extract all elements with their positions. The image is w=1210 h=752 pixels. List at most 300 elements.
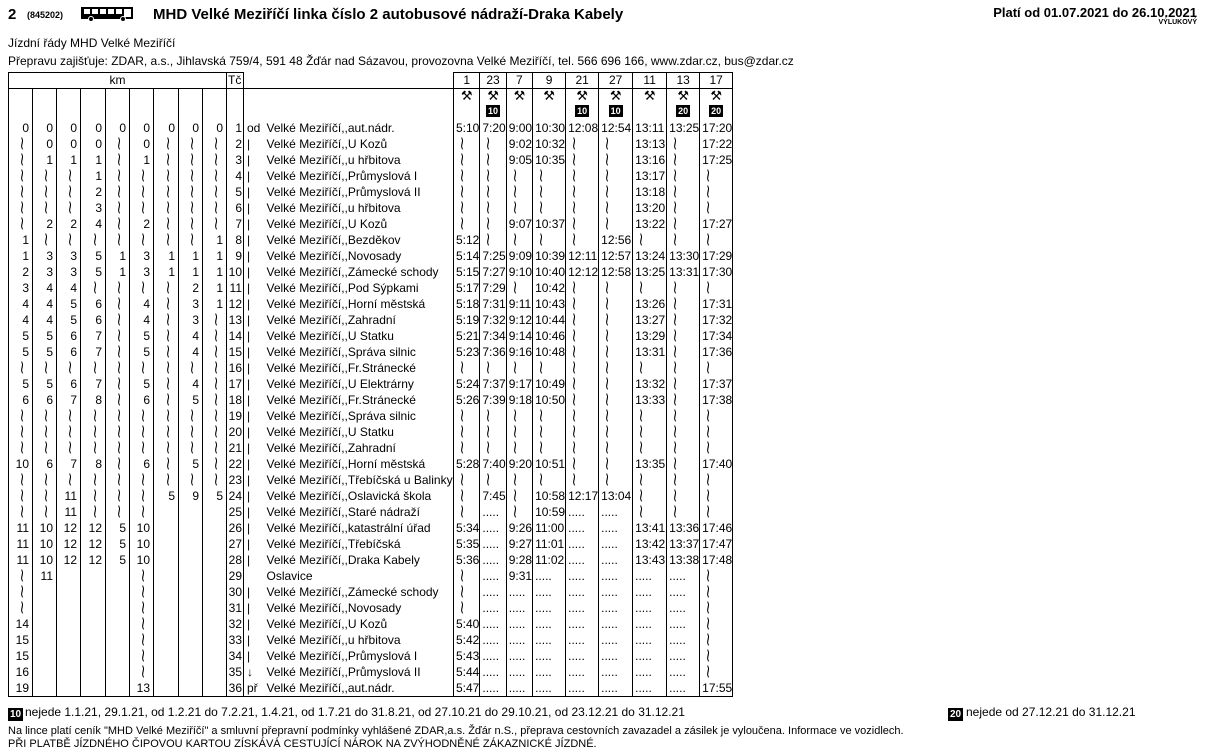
time-cell [667,505,700,521]
time-cell [700,633,733,649]
km-cell: 0 [106,121,130,137]
km-cell [203,201,227,217]
time-cell [454,441,480,457]
time-cell [599,185,633,201]
km-cell [203,537,227,553]
time-cell: 9:18 [506,393,532,409]
time-cell: 17:48 [700,553,733,569]
time-cell [667,297,700,313]
km-cell: 11 [57,489,81,505]
bypass-icon: ⁓ [39,441,54,454]
bypass-icon: ⁓ [15,185,30,198]
km-cell: 12 [81,537,106,553]
time-cell [566,473,599,489]
km-cell [106,377,130,393]
time-cell: 10:32 [533,137,566,153]
tc-cell: 28 [227,553,244,569]
km-cell: 0 [203,121,227,137]
time-cell [667,153,700,169]
bypass-icon: ⁓ [161,457,176,470]
time-cell: 5:40 [454,617,480,633]
trip-number: 21 [566,73,599,89]
km-cell: 7 [57,393,81,409]
bypass-icon: ⁓ [63,201,78,214]
bypass-icon: ⁓ [567,409,583,422]
time-cell: 13:11 [633,121,667,137]
bypass-icon: ⁓ [600,185,616,198]
trip-symbols [633,89,667,121]
time-cell [700,569,733,585]
time-cell [667,489,700,505]
time-cell [533,201,566,217]
license-number: (845202) [27,10,64,20]
bypass-icon: ⁓ [136,617,151,630]
time-cell [480,361,506,377]
km-cell [130,473,154,489]
time-cell [700,649,733,665]
time-cell: ..... [533,681,566,697]
table-row [9,537,733,553]
bypass-icon: ⁓ [567,457,583,470]
bypass-icon: ⁓ [455,185,470,198]
time-cell [533,473,566,489]
time-cell: 9:17 [506,377,532,393]
time-cell [454,569,480,585]
time-cell [454,137,480,153]
direction-flag: | [247,249,251,263]
km-cell [33,617,57,633]
km-cell: 10 [9,457,33,473]
km-cell: 3 [130,265,154,281]
direction-flag: | [247,297,251,311]
page-title: MHD Velké Meziříčí linka číslo 2 autobusové nádraží-Draka Kabely [153,6,624,23]
time-cell: ..... [533,633,566,649]
bypass-icon: ⁓ [455,169,470,182]
direction-flag: | [247,489,251,503]
bypass-icon: ⁓ [112,297,127,310]
time-cell [533,409,566,425]
km-cell [106,649,130,665]
km-cell [9,601,33,617]
bypass-icon: ⁓ [567,425,583,438]
time-cell [506,409,532,425]
time-cell: ..... [480,553,506,569]
km-cell [130,361,154,377]
bypass-icon: ⁓ [161,361,176,374]
km-cell: 12 [57,537,81,553]
bypass-icon: ⁓ [112,425,127,438]
time-cell: 17:40 [700,457,733,473]
bypass-icon: ⁓ [112,281,127,294]
km-cell [154,297,179,313]
bypass-icon: ⁓ [136,441,151,454]
time-cell [506,441,532,457]
bypass-icon: ⁓ [455,569,470,582]
km-cell [130,585,154,601]
time-cell: ..... [599,665,633,681]
time-cell [700,441,733,457]
trip-number: 27 [599,73,633,89]
table-row [9,313,733,329]
time-cell [506,361,532,377]
km-cell [57,409,81,425]
bypass-icon: ⁓ [15,137,30,150]
time-cell: ..... [633,617,667,633]
km-cell [179,505,203,521]
direction-flag: | [247,537,251,551]
km-cell: 1 [203,233,227,249]
km-cell: 1 [33,153,57,169]
time-cell: 13:31 [633,345,667,361]
km-cell: 6 [130,457,154,473]
tc-cell: 8 [227,233,244,249]
km-cell [33,409,57,425]
time-cell: ..... [667,569,700,585]
km-cell [33,185,57,201]
table-row [9,393,733,409]
time-cell: 7:32 [480,313,506,329]
tc-cell: 20 [227,425,244,441]
km-cell [33,585,57,601]
km-cell [33,665,57,681]
bypass-icon: ⁓ [63,425,78,438]
direction-flag: | [247,425,251,439]
km-cell [203,505,227,521]
workday-hammer-icon: ⚒ [487,88,499,103]
time-cell [566,457,599,473]
time-cell [480,153,506,169]
table-row [9,457,733,473]
time-cell: 5:21 [454,329,480,345]
km-cell: 6 [57,329,81,345]
bypass-icon: ⁓ [185,137,200,150]
table-row [9,473,733,489]
stop-name: Velké Meziříčí,,Oslavická škola [266,489,432,503]
bypass-icon: ⁓ [481,217,497,230]
km-cell [9,473,33,489]
km-cell [57,649,81,665]
km-cell [130,601,154,617]
km-cell: 13 [130,681,154,697]
bypass-icon: ⁓ [209,425,224,438]
km-cell [9,185,33,201]
km-cell [57,425,81,441]
time-cell [533,169,566,185]
tc-cell: 18 [227,393,244,409]
time-cell [700,505,733,521]
bypass-icon: ⁓ [88,489,103,502]
time-cell: 13:29 [633,329,667,345]
km-cell [154,617,179,633]
km-cell [154,377,179,393]
bypass-icon: ⁓ [39,169,54,182]
time-cell: 5:44 [454,665,480,681]
km-cell [106,281,130,297]
bypass-icon: ⁓ [668,137,684,150]
time-cell [599,313,633,329]
bypass-icon: ⁓ [701,201,717,214]
time-cell: 9:26 [506,521,532,537]
km-cell [106,633,130,649]
bypass-icon: ⁓ [600,313,616,326]
bypass-icon: ⁓ [63,361,78,374]
km-cell [81,473,106,489]
km-cell [81,585,106,601]
time-cell: ..... [480,569,506,585]
km-cell: 5 [106,553,130,569]
bypass-icon: ⁓ [112,441,127,454]
km-cell: 5 [33,345,57,361]
time-cell [700,473,733,489]
bypass-icon: ⁓ [455,137,470,150]
km-cell [106,681,130,697]
time-cell: 13:04 [599,489,633,505]
bypass-icon: ⁓ [112,217,127,230]
table-row [9,649,733,665]
time-cell [480,441,506,457]
time-cell: ..... [566,569,599,585]
tc-cell: 17 [227,377,244,393]
stop-name: Velké Meziříčí,,U Kozů [266,617,388,631]
time-cell: ..... [566,553,599,569]
bypass-icon: ⁓ [668,441,684,454]
time-cell [480,169,506,185]
km-cell [9,585,33,601]
time-cell: 13:41 [633,521,667,537]
time-cell: ..... [599,521,633,537]
bypass-icon: ⁓ [39,473,54,486]
footnote-10-badge: 10 [10,709,22,720]
bypass-icon: ⁓ [209,457,224,470]
km-cell [203,393,227,409]
bypass-icon: ⁓ [209,473,224,486]
km-cell [179,169,203,185]
time-cell: 9:27 [506,537,532,553]
time-cell [667,473,700,489]
km-cell: 5 [9,377,33,393]
km-cell: 1 [9,233,33,249]
time-cell [667,217,700,233]
table-row [9,281,733,297]
km-cell [179,217,203,233]
km-cell [57,633,81,649]
km-cell [179,153,203,169]
tc-cell: 30 [227,585,244,601]
time-cell [667,201,700,217]
km-cell: 4 [33,297,57,313]
km-cell [33,473,57,489]
bypass-icon: ⁓ [600,457,616,470]
bypass-icon: ⁓ [668,169,684,182]
tc-cell: 10 [227,265,244,281]
time-cell [667,313,700,329]
time-cell: 13:30 [667,249,700,265]
km-cell [203,665,227,681]
time-cell: 9:16 [506,345,532,361]
time-cell: 9:31 [506,569,532,585]
km-cell: 0 [130,121,154,137]
table-row [9,441,733,457]
stop-name: Velké Meziříčí,,aut.nádr. [263,681,454,697]
bypass-icon: ⁓ [507,361,523,374]
stop-name: Velké Meziříčí,,Třebíčská u Balinky [266,473,453,487]
bypass-icon: ⁓ [185,409,200,422]
km-cell: 1 [203,249,227,265]
time-cell: 10:50 [533,393,566,409]
stop-name: Velké Meziříčí,,U Statku [266,425,394,439]
km-cell [106,169,130,185]
km-cell: 15 [9,633,33,649]
bypass-icon: ⁓ [112,201,127,214]
direction-flag: | [247,633,251,647]
bypass-icon: ⁓ [701,233,717,246]
footnote-badge: 10 [610,106,621,116]
tc-cell: 21 [227,441,244,457]
time-cell: ..... [566,681,599,697]
km-cell [203,585,227,601]
direction-flag: | [247,233,251,247]
km-cell: 7 [57,457,81,473]
bypass-icon: ⁓ [567,329,583,342]
km-cell: 1 [81,153,106,169]
time-cell: ..... [566,537,599,553]
km-cell: 1 [106,249,130,265]
km-cell [57,473,81,489]
km-cell [33,649,57,665]
time-cell [480,409,506,425]
trip-number: 9 [533,73,566,89]
time-cell [667,345,700,361]
time-cell: 17:31 [700,297,733,313]
km-cell [154,505,179,521]
time-cell [599,329,633,345]
km-cell [106,617,130,633]
km-cell [106,489,130,505]
km-cell: 4 [57,281,81,297]
time-cell: 17:46 [700,521,733,537]
validity-period: Platí od 01.07.2021 do 26.10.2021 [993,5,1197,20]
bypass-icon: ⁓ [600,425,616,438]
bypass-icon: ⁓ [112,185,127,198]
bypass-icon: ⁓ [209,217,224,230]
km-cell [9,137,33,153]
time-cell: 17:29 [700,249,733,265]
bypass-icon: ⁓ [668,457,684,470]
footnote-badge: 10 [488,106,499,116]
time-cell: 12:12 [566,265,599,281]
bypass-icon: ⁓ [701,473,717,486]
bypass-icon: ⁓ [185,201,200,214]
km-cell [179,441,203,457]
bypass-icon: ⁓ [161,377,176,390]
bypass-icon: ⁓ [600,441,616,454]
time-cell [506,489,532,505]
bypass-icon: ⁓ [15,153,30,166]
time-cell: 13:38 [667,553,700,569]
bypass-icon: ⁓ [88,473,103,486]
bypass-icon: ⁓ [112,377,127,390]
time-cell [566,169,599,185]
bypass-icon: ⁓ [455,153,470,166]
km-cell: 1 [203,265,227,281]
bypass-icon: ⁓ [88,409,103,422]
time-cell [566,233,599,249]
km-cell [33,681,57,697]
km-cell: 3 [57,265,81,281]
footnote-20: nejede od 27.12.21 do 31.12.21 [966,705,1136,719]
time-cell: 10:44 [533,313,566,329]
km-header: km [9,73,227,89]
time-cell: 13:25 [633,265,667,281]
time-cell: 17:36 [700,345,733,361]
bypass-icon: ⁓ [455,585,470,598]
footnote-badge: 10 [577,106,588,116]
km-cell [179,633,203,649]
header-spacer [244,73,454,89]
time-cell [454,473,480,489]
time-cell [566,393,599,409]
stop-name: Velké Meziříčí,,Průmyslová II [266,665,421,679]
time-cell: 10:43 [533,297,566,313]
time-cell: 17:27 [700,217,733,233]
time-cell [566,185,599,201]
stop-name: Velké Meziříčí,,U Kozů [266,137,388,151]
km-cell: 4 [179,345,203,361]
time-cell [700,665,733,681]
time-cell: 10:40 [533,265,566,281]
km-cell [33,633,57,649]
bypass-icon: ⁓ [701,665,717,678]
time-cell: 5:17 [454,281,480,297]
time-cell: 7:31 [480,297,506,313]
time-cell [599,281,633,297]
time-cell [480,217,506,233]
km-cell: 2 [33,217,57,233]
km-cell: 6 [57,377,81,393]
km-cell [106,601,130,617]
subtitle: Jízdní řády MHD Velké Meziříčí [8,36,176,50]
km-cell: 5 [154,489,179,505]
km-cell: 10 [130,537,154,553]
footnote-badge: 20 [678,106,689,116]
km-cell [179,569,203,585]
time-cell: 10:39 [533,249,566,265]
km-cell: 10 [33,521,57,537]
time-cell: ..... [480,585,506,601]
time-cell: 13:22 [633,217,667,233]
km-cell [106,153,130,169]
time-cell [633,505,667,521]
time-cell: 9:07 [506,217,532,233]
bypass-icon: ⁓ [136,425,151,438]
stop-name: Velké Meziříčí,,Třebíčská [266,537,401,551]
bypass-icon: ⁓ [112,489,127,502]
km-cell [179,201,203,217]
time-cell: 17:32 [700,313,733,329]
time-cell: 10:51 [533,457,566,473]
bypass-icon: ⁓ [136,169,151,182]
bypass-icon: ⁓ [668,233,684,246]
km-cell [179,553,203,569]
km-cell [81,361,106,377]
time-cell [667,169,700,185]
tc-cell: 36 [227,681,244,697]
km-cell: 0 [57,121,81,137]
time-cell: 7:45 [480,489,506,505]
time-cell: 13:37 [667,537,700,553]
time-cell [667,393,700,409]
km-cell [106,217,130,233]
